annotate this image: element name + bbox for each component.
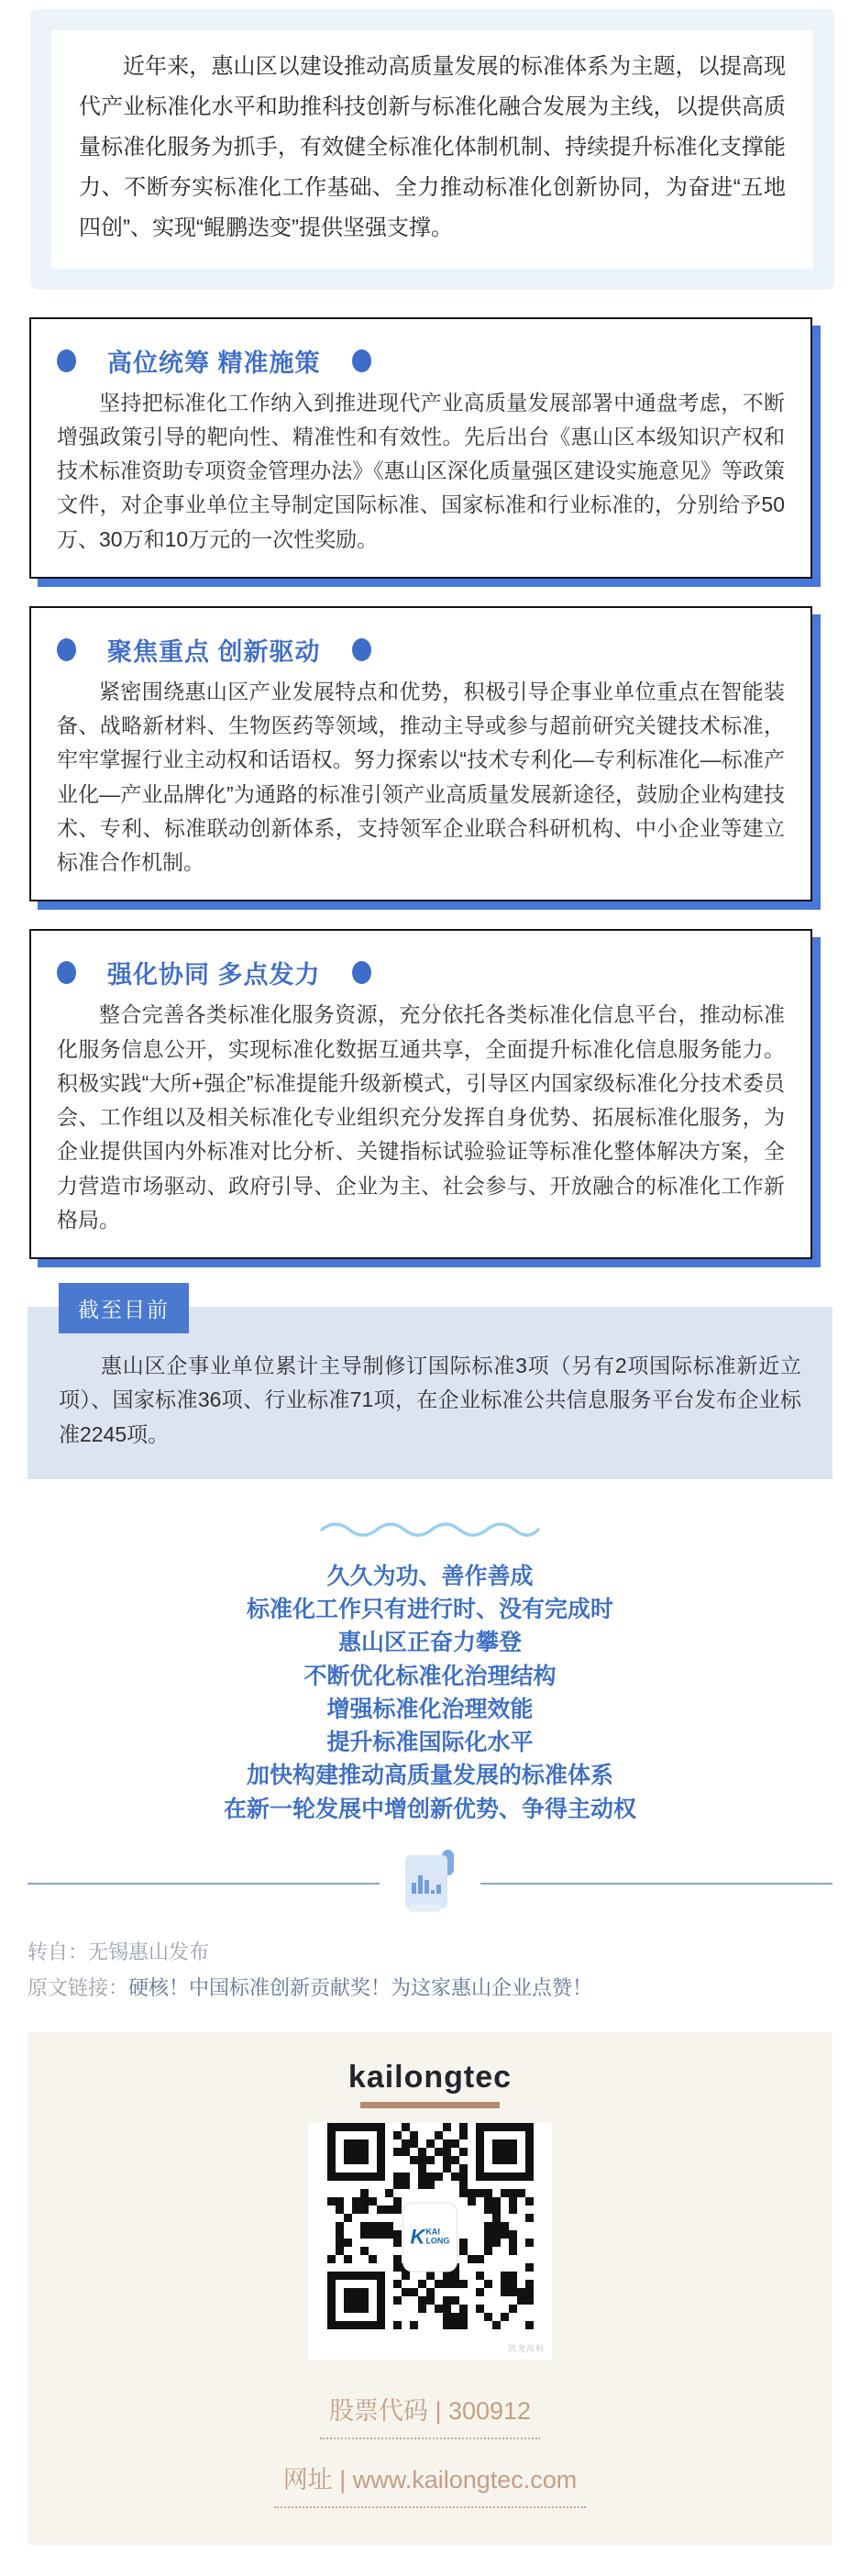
- slogan-line: 标准化工作只有进行时、没有完成时: [246, 1597, 613, 1623]
- repost-line: [28, 1937, 832, 1965]
- slogan-line: 久久为功、善作善成: [326, 1563, 534, 1589]
- card-body: 坚持把标准化工作纳入到推进现代产业高质量发展部署中通盘考虑，不断增强政策引导的靶向性、精准性和有效性。先后出台《惠山区本级知识产权和技术标准资助专项资金管理办法》《惠山区深化质量强区建设实施意见》等政策文件，对企事业单位主导制定国际标准、国家标准和行业标准的，分别给予50万、30万和10万元的一次性奖励。: [57, 390, 785, 551]
- card-focus-innovation: [29, 606, 812, 902]
- slogan-line: 惠山区正奋力攀登: [337, 1630, 522, 1656]
- card-synergy: [29, 929, 812, 1259]
- bullet-dot-icon: [57, 638, 76, 661]
- intro-paragraph: 近年来，惠山区以建设推动高质量发展的标准体系为主题，以提高现代产业标准化水平和助推科技创新与标准化融合发展为主线，以提供高质量标准化服务为抓手，有效健全标准化体制机制、持续提升标准化支撑能力、不断夯实标准化工作基础、全力推动标准化创新协同，为奋进“五地四创”、实现“鲲鹏迭变”提供坚强支撑。: [79, 54, 786, 240]
- bullet-dot-icon: [57, 961, 76, 984]
- divider-line: [28, 1883, 380, 1885]
- bullet-dot-icon: [57, 349, 76, 372]
- card-body: 紧密围绕惠山区产业发展特点和优势，积极引导企事业单位重点在智能装备、战略新材料、生物医药等领域，推动主导或参与超前研究关键技术标准，牢牢掌握行业主动权和话语权。努力探索以“技术专利化—专利标准化—标准产业化—产业品牌化”为通路的标准引领产业高质量发展新途径，鼓励企业构建技术、专利、标准联动创新体系，支持领军企业联合科研机构、中小企业等建立标准合作机制。: [57, 679, 785, 875]
- slogan-line: 增强标准化治理效能: [326, 1696, 534, 1722]
- slogan-block: [0, 1560, 860, 1826]
- divider-line: [480, 1883, 832, 1885]
- stats-section: [28, 1298, 832, 1479]
- wave-divider-icon: [320, 1518, 540, 1538]
- stats-paragraph: 惠山区企事业单位累计主导制修订国际标准3项（另有2项国际标准新近立项）、国家标准36项、行业标准71项，在企业标准公共信息服务平台发布企业标准2245项。: [59, 1354, 801, 1446]
- card-title: 强化协同 多点发力: [107, 961, 321, 989]
- card-title: 聚焦重点 创新驱动: [107, 637, 321, 666]
- qr-caption: 凯龙高科: [507, 2343, 545, 2353]
- card-overall-planning: [29, 317, 812, 579]
- card-body: 整合完善各类标准化服务资源，充分依托各类标准化信息平台，推动标准化服务信息公开，实现标准化数据互通共享，全面提升标准化信息服务能力。积极实践“大所+强企”标准提能升级新模式，引导区内国家级标准化分技术委员会、工作组以及相关标准化专业组织充分发挥自身优势、拓展标准化服务，为企业提供国内外标准对比分析、关键指标试验验证等标准化整体解决方案，全力营造市场驱动、政府引导、企业为主、社会参与、开放融合的标准化工作新格局。: [57, 1002, 785, 1232]
- chart-document-icon: [400, 1848, 460, 1920]
- repost-label: 转自：: [28, 1940, 89, 1963]
- company-footer-card: [28, 2032, 832, 2545]
- bullet-dot-icon: [352, 961, 371, 984]
- slogan-line: 加快构建推动高质量发展的标准体系: [246, 1763, 613, 1789]
- origin-label: 原文链接：: [28, 1975, 129, 1999]
- kailong-logo-icon: K KAI LONG: [403, 2203, 457, 2271]
- card-title: 高位统筹 精准施策: [107, 348, 321, 377]
- card-header: [57, 343, 785, 379]
- section-divider: [28, 1848, 832, 1920]
- intro-inner-panel: [51, 30, 813, 269]
- original-article-link[interactable]: 硬核！中国标准创新贡献奖！为这家惠山企业点赞！: [128, 1975, 593, 1999]
- bullet-dot-icon: [352, 349, 371, 372]
- brand-underline: [360, 2102, 500, 2108]
- qr-code[interactable]: [308, 2123, 552, 2360]
- brand-name: kailongtec: [347, 2059, 513, 2095]
- origin-link-line: [28, 1973, 832, 2001]
- card-header: [57, 955, 785, 990]
- card-header: [57, 632, 785, 668]
- intro-section: [30, 9, 834, 290]
- repost-value: 无锡惠山发布: [88, 1940, 210, 1963]
- slogan-line: 不断优化标准化治理结构: [303, 1663, 557, 1689]
- kailong-logo-k: K: [410, 2225, 425, 2249]
- stock-code: 股票代码 | 300912: [320, 2391, 540, 2439]
- stats-badge: 截至目前: [59, 1283, 189, 1333]
- bullet-dot-icon: [352, 638, 371, 661]
- slogan-line: 提升标准国际化水平: [326, 1730, 534, 1756]
- website-link[interactable]: 网址 | www.kailongtec.com: [274, 2460, 587, 2508]
- slogan-line: 在新一轮发展中增创新优势、争得主动权: [223, 1796, 636, 1822]
